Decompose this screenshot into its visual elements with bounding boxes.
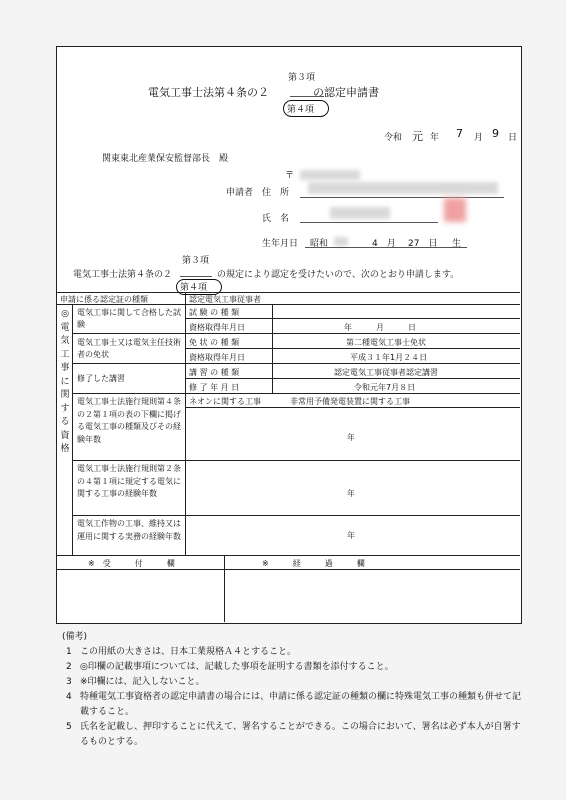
title-blank-line [290,96,324,97]
course-kind-value: 認定電気工事従事者認定講習 [334,368,438,377]
course-date-value: 令和元年7月８日 [354,383,416,392]
redacted-dob-year [334,237,348,246]
redacted-name [330,207,390,219]
course-date-label: 修 了 年 月 日 [189,383,240,392]
redacted-postal [300,170,360,180]
rule3-years: 年 [347,531,355,540]
course-kind-label: 講 習 の 種 類 [189,368,240,377]
dob-day: 27 日 [408,239,438,249]
license-label: 電気工事士又は電気主任技術者の免状 [77,338,181,359]
progress-header: ※ 経 過 欄 [262,559,365,568]
dob-era: 昭和 [310,239,329,249]
notes-section [62,630,522,750]
dob-month: 4 月 [372,239,396,249]
dob-label: 生年月日 [262,239,299,249]
seal-stamp [444,198,466,222]
note-item: 4 特種電気工事資格者の認定申請書の場合には、申請に係る認定証の種類の欄に特殊電気工事の種類も併せて記載すること。 [66,692,522,717]
address-line [300,197,504,198]
rule2-years: 年 [347,489,355,498]
applicant-label: 申請者 [226,188,254,198]
note-item: 5 氏名を記載し、押印することに代えて、署名することができる。この場合において、署名は必ず本人が自署するものとする。 [66,722,521,747]
address-label: 住 所 [262,188,290,198]
rule1-neon: ネオンに関する工事 [189,397,261,406]
exam-date-value: 年 月 日 [344,323,416,332]
rule1-label: 電気工事士法施行規則第４条の２第１項の表の下欄に掲げる電気工事の種類及びその経験年数 [77,397,181,444]
intro-line: 電気工事士法第４条の２ の規定により認定を受けたいので、次のとおり申請します。 [73,270,460,280]
form-title: 電気工事士法第４条の２ の認定申請書 [148,86,379,99]
item4-top: 第４項 [287,105,315,115]
intro-blank-line [180,276,212,277]
addressee: 関東東北産業保安監督部長 殿 [102,154,229,164]
table-top [57,292,520,293]
exam-label: 電気工事に関して合格した試験 [77,308,181,329]
qualification-vertical-label: ◎電気工事に関する資格 [60,309,70,454]
cert-type-value: 認定電気工事従事者 [189,295,261,304]
note-item: 1 この用紙の大きさは、日本工業規格Ａ４とすること。 [66,647,297,657]
license-kind-label: 免 状 の 種 類 [189,338,240,347]
license-date-value: 平成３１年1月２４日 [350,353,428,362]
date-month: 7 [456,127,463,140]
course-label: 修了した講習 [77,374,125,383]
date-month-unit: 月 [474,133,484,143]
rule1-years: 年 [347,433,355,442]
date-year-unit: 年 [430,133,440,143]
license-date-label: 資格取得年月日 [189,353,245,362]
exam-date-label: 資格取得年月日 [189,323,245,332]
note-item: 2 ◎印欄の記載事項については、記載した事項を証明する書類を添付すること。 [66,662,394,672]
intro-item3: 第３項 [182,256,210,266]
item3-top: 第３項 [288,73,316,83]
license-kind-value: 第二種電気工事士免状 [346,338,426,347]
name-label: 氏 名 [262,214,290,224]
dob-suffix: 生 [452,239,462,249]
date-era: 令和 [384,133,403,143]
date-day: 9 [492,127,499,140]
dob-line [305,247,467,248]
rule2-label: 電気工事士法施行規則第２条の４第１項に規定する電気に関する工事の経験年数 [77,464,181,499]
notes-title: (備考) [62,632,88,642]
date-year: 元 [412,130,423,143]
date-day-unit: 日 [508,133,518,143]
postal-mark: 〒 [285,171,295,181]
note-item: 3 ※印欄には、記入しないこと。 [66,677,205,687]
name-line [300,222,438,223]
cert-type-label: 申請に係る認定証の種類 [60,295,148,304]
rule3-label: 電気工作物の工事、維持又は運用に関する実務の経験年数 [77,519,181,541]
exam-kind-label: 試 験 の 種 類 [189,308,240,317]
intro-item4: 第４項 [180,283,208,293]
rule1-generator: 非常用予備発電装置に関する工事 [290,397,410,406]
redacted-address [308,182,498,194]
reception-header: ※ 受 付 欄 [88,559,175,568]
